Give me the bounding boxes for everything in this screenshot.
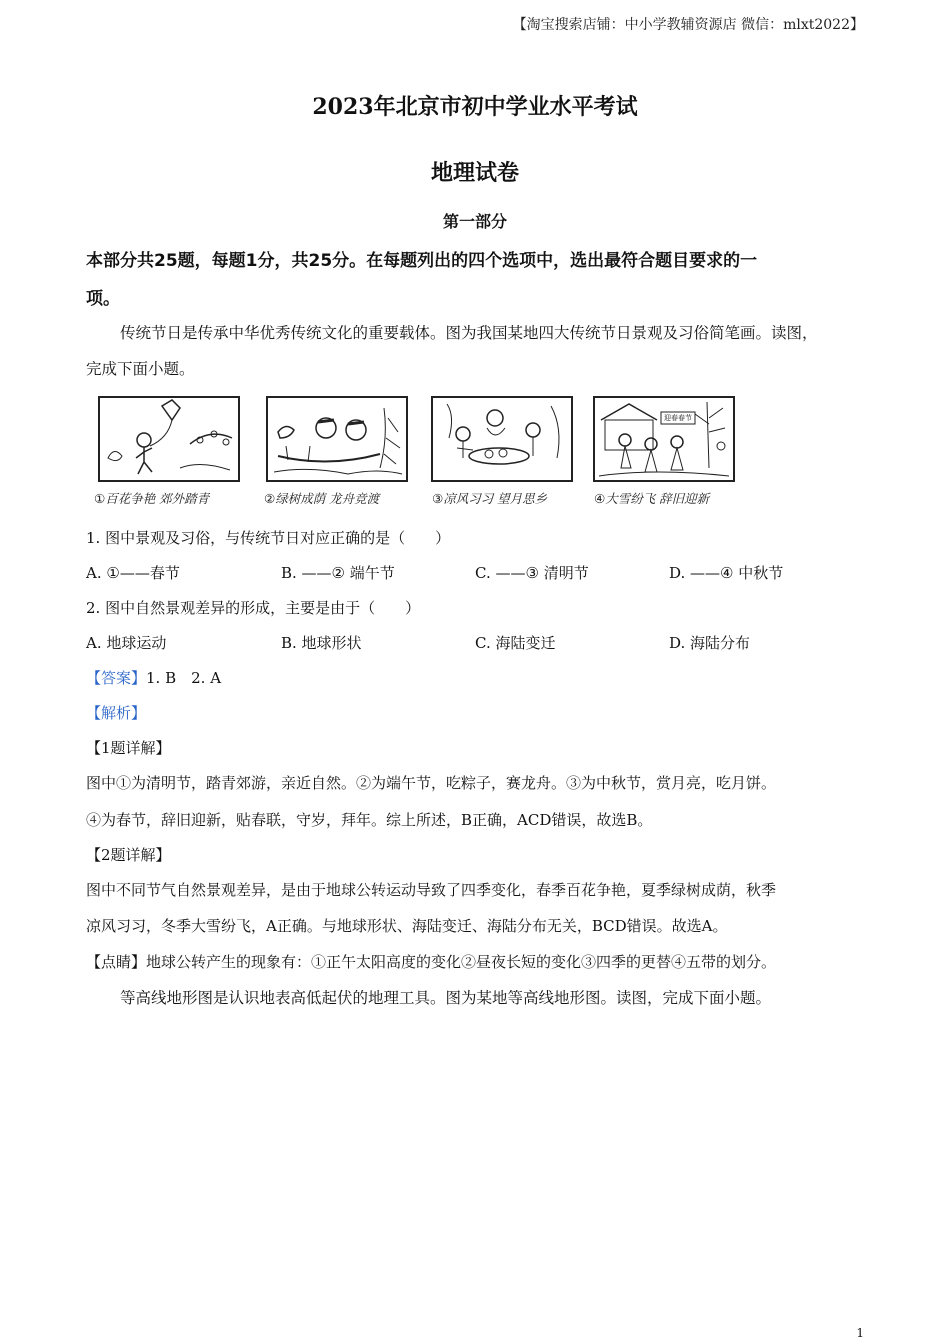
answer-label: 【答案】 [86, 669, 147, 687]
caption-1: ①百花争艳 郊外踏青 [94, 491, 210, 506]
analysis-label: 【解析】 [86, 704, 147, 722]
mid-autumn-sketch-icon [433, 398, 571, 480]
q1-option-d: D. ——④ 中秋节 [669, 564, 784, 582]
q2-option-c: C. 海陆变迁 [475, 634, 556, 652]
figure-panel-autumn [431, 396, 573, 482]
instruction-line-1: 本部分共25题，每题1分，共25分。在每题列出的四个选项中，选出最符合题目要求的一 [86, 251, 758, 271]
panel-sign-text: 迎春春节 [664, 414, 692, 422]
header-note: 【淘宝搜索店铺：中小学教辅资源店 微信：mlxt2022】 [512, 17, 864, 33]
detail-1-line-1: 图中①为清明节，踏青郊游，亲近自然。②为端午节，吃粽子，赛龙舟。③为中秋节，赏月亮，吃月饼。 [86, 774, 777, 792]
tip-label: 【点睛】 [86, 953, 147, 971]
q2-option-d: D. 海陆分布 [669, 634, 751, 652]
spring-festival-sketch-icon [595, 398, 733, 480]
detail-2-line-1: 图中不同节气自然景观差异，是由于地球公转运动导致了四季变化，春季百花争艳，夏季绿树成荫，秋季 [86, 881, 777, 899]
caption-4: ④大雪纷飞 辞旧迎新 [594, 491, 710, 506]
caption-3: ③凉风习习 望月思乡 [432, 491, 548, 506]
figure-panel-summer [266, 396, 408, 482]
dragon-boat-sketch-icon [268, 398, 406, 480]
q1-option-c: C. ——③ 清明节 [475, 564, 589, 582]
detail-2-line-2: 凉风习习，冬季大雪纷飞，A正确。与地球形状、海陆变迁、海陆分布无关，BCD错误。故选A。 [86, 917, 728, 935]
part-title: 第一部分 [442, 212, 507, 231]
q1-option-b: B. ——② 端午节 [281, 564, 395, 582]
question-1-stem: 1. 图中景观及习俗，与传统节日对应正确的是（ ） [86, 529, 451, 547]
question-2-stem: 2. 图中自然景观差异的形成，主要是由于（ ） [86, 599, 421, 617]
figure-panel-spring [98, 396, 240, 482]
caption-2: ②绿树成荫 龙舟竞渡 [264, 491, 380, 506]
page-title: 2023年北京市初中学业水平考试 [312, 94, 638, 120]
q1-option-a: A. ①——春节 [86, 564, 180, 582]
figure-panel-winter [593, 396, 735, 482]
answer-line [86, 667, 221, 688]
q2-option-b: B. 地球形状 [281, 634, 362, 652]
detail-1-label: 【1题详解】 [86, 739, 171, 757]
detail-1-line-2: ④为春节，辞旧迎新，贴春联，守岁，拜年。综上所述，B正确，ACD错误，故选B。 [86, 811, 653, 829]
answer-text: 1. B 2. A [146, 669, 222, 687]
page-number: 1 [856, 1326, 864, 1340]
tip-line [86, 951, 776, 972]
intro-line-2: 完成下面小题。 [86, 360, 195, 378]
spring-sketch-icon [100, 398, 238, 480]
tip-text: 地球公转产生的现象有：①正午太阳高度的变化②昼夜长短的变化③四季的更替④五带的划分。 [146, 953, 777, 971]
intro-line-1: 传统节日是传承中华优秀传统文化的重要载体。图为我国某地四大传统节日景观及习俗简笔画。读图， [120, 324, 818, 342]
next-intro: 等高线地形图是认识地表高低起伏的地理工具。图为某地等高线地形图。读图，完成下面小题。 [120, 989, 772, 1007]
instruction-line-2: 项。 [86, 289, 120, 309]
page-subtitle: 地理试卷 [430, 160, 519, 186]
detail-2-label: 【2题详解】 [86, 846, 171, 864]
q2-option-a: A. 地球运动 [86, 634, 167, 652]
